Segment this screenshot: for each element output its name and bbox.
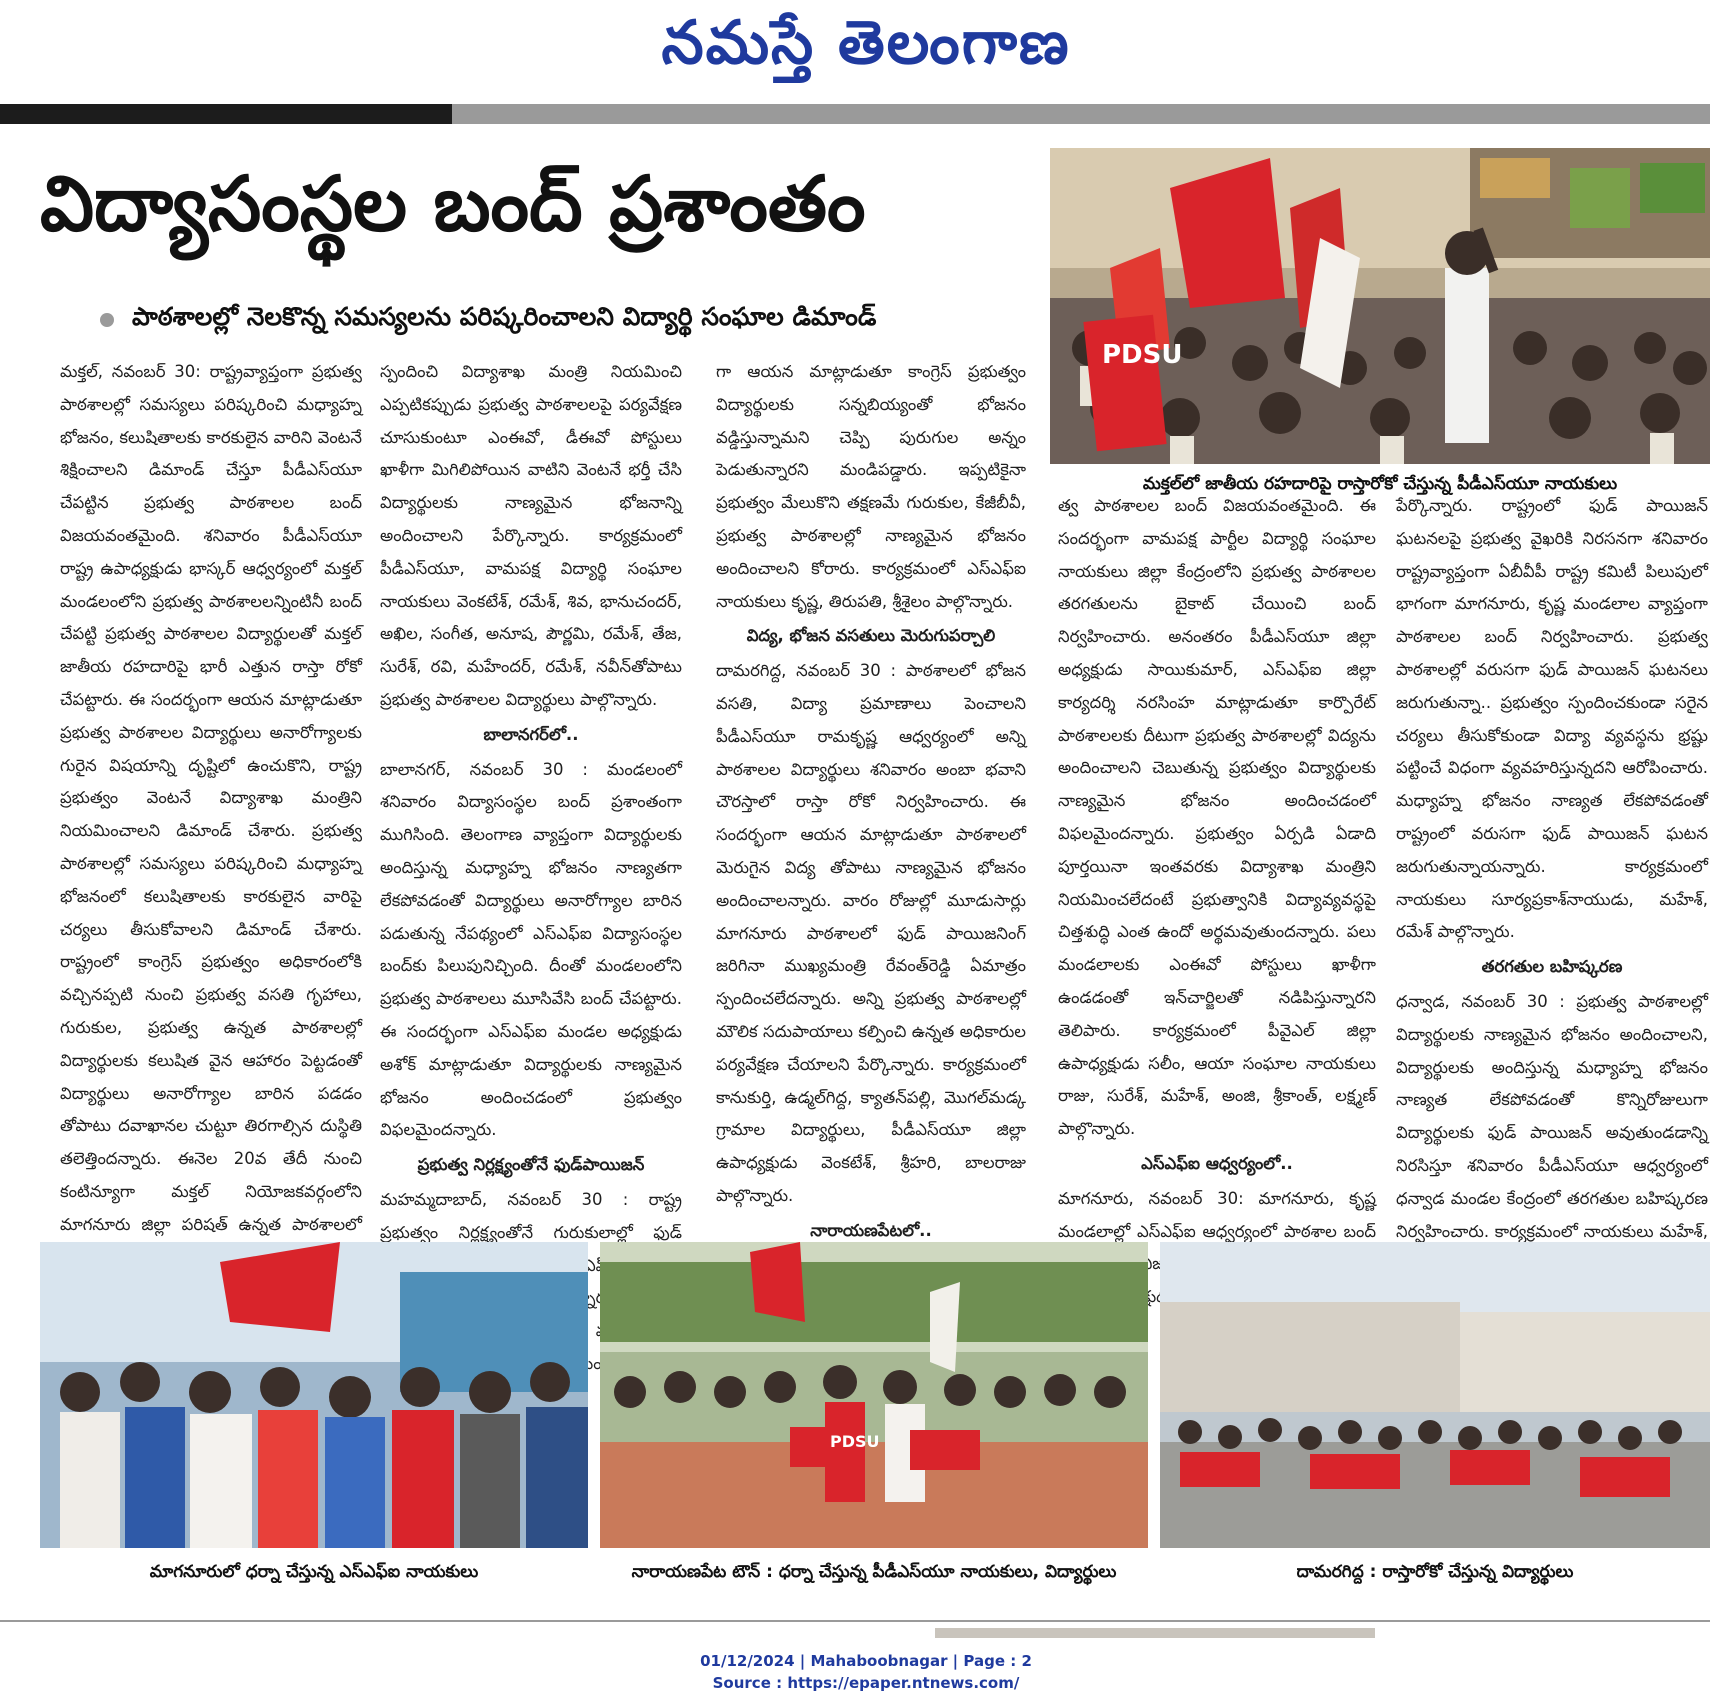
column-paragraph: మహమ్మదాబాద్, నవంబర్ 30 : రాష్ట్ర ప్రభుత్వం నిర్లక్ష్యంతోనే గురుకులాల్లో ఫుడ్ ఎస్ఎఫ్ఐ [380, 1189, 682, 1275]
footer-date-edition: 01/12/2024 | Mahaboobnagar | Page : 2 [700, 1652, 1032, 1670]
masthead-rule-accent [0, 104, 452, 124]
next-article-strip [0, 1620, 1710, 1642]
column-subheading: ప్రభుత్వ నిర్లక్ష్యంతోనే ఫుడ్‌పాయిజన్ [417, 1155, 645, 1175]
photo-caption-maktal: మక్తల్‌లో జాతీయ రహదారిపై రాస్తారోకో చేస్తున్న పీడీఎస్‌యూ నాయకులు [1142, 474, 1618, 494]
photo-banner-text: PDSU [1102, 340, 1183, 370]
bullet-icon [100, 313, 114, 327]
column-paragraph: మాగనూరు, నవంబర్ 30: మాగనూరు, కృష్ణ మండలాల్లో ఎస్ఎఫ్ఐ ఆధ్వర్యంలో పాఠశాల బంద్ [1058, 1188, 1376, 1241]
column-paragraph: పేర్కొన్నారు. రాష్ట్రంలో ఫుడ్ పాయిజన్ ఘటనలపై ప్రభుత్వ వైఖరికి నిరసనగా శనివారం రాష్ట్రవ్యాప్తంగా ఏబీవీపీ రాష్ట్ర కమిటీ పిలుపులో భాగంగా మాగనూరు, కృష్ణ మండలాల వ్యాప్తంగా పాఠశాలల బంద్ నిర్వహించారు. ప్రభుత్వ పాఠశాలల్లో వరుసగా ఫుడ్ పాయిజన్ ఘటనలు జరుగుతున్నా.. ప్రభుత్వం స్పందించకుండా సరైన చర్యలు తీసుకోకుండా విద్యా వ్యవస్థను భ్రష్టు పట్టించే విధంగా వ్యవహరిస్తున్నదని ఆరోపించారు. మధ్యాహ్న భోజనం నాణ్యత లేకపోవడంతో రాష్ట్రంలో వరుసగా ఫుడ్ పాయిజన్ ఘటన జరుగుతున్నాయన్నారు. కార్యక్రమంలో నాయకులు సూర్యప్రకాశ్‌నాయుడు, మహేశ్, రమేశ్ పాల్గొన్నారు. [1396, 496, 1708, 942]
article-subheadline [100, 302, 1040, 338]
column-paragraph: మక్తల్, నవంబర్ 30: రాష్ట్రవ్యాప్తంగా ప్రభుత్వ పాఠశాలల్లో సమస్యలు పరిష్కరించి మధ్యాహ్న భోజనం, కలుషితాలకు కారకులైన వారిని వెంటనే శిక్షించాలని డిమాండ్ చేస్తూ పీడీఎస్‌యూ చేపట్టిన ప్రభుత్వ పాఠశాలల బంద్ విజయవంతమైంది. శనివారం పీడీఎస్‌యూ రాష్ట్ర ఉపాధ్యక్షుడు భాస్కర్ ఆధ్వర్యంలో మక్తల్ మండలంలోని ప్రభుత్వ పాఠశాలలన్నింటినీ బంద్ చేపట్టి ప్రభుత్వ పాఠశాలల విద్యార్థులతో మక్తల్ జాతీయ రహదారిపై భారీ ఎత్తున రాస్తా రోకో చేపట్టారు. ఈ సందర్భంగా ఆయన మాట్లాడుతూ ప్రభుత్వ పాఠశాలల విద్యార్థులు అనారోగ్యాలకు గురైన విషయాన్ని దృష్టిలో ఉంచుకొని, రాష్ట్ర ప్రభుత్వం వెంటనే విద్యాశాఖ మంత్రిని నియమించాలని డిమాండ్ చేశారు. ప్రభుత్వ పాఠశాలల్లో సమస్యలు పరిష్కరించి మధ్యాహ్న భోజనంలో కలుషితాలకు కారకులైన వారిపై చర్యలు తీసుకోవాలని డిమాండ్ చేశారు. రాష్ట్రంలో కాంగ్రెస్ ప్రభుత్వం అధికారంలోకి వచ్చినప్పటి నుంచి ప్రభుత్వ వసతి గృహాలు, గురుకుల, ప్రభుత్వ ఉన్నత పాఠశాలల్లో విద్యార్థులకు కలుషిత వైన ఆహారం పెట్టడంతో విద్యార్థులు అనారోగ్యాల బారిన పడడం తోపాటు దవాఖానల చుట్టూ తిరగాల్సిన దుస్థితి తలెత్తిందన్నారు. ఈనెల 20వ తేదీ నుంచి కంటిన్యూగా మక్తల్ నియోజకవర్గంలోని మాగనూరు జిల్లా పరిషత్ ఉన్నత పాఠశాలలో [60, 362, 362, 1234]
protest-crowd-illustration [1050, 148, 1710, 464]
photo-banner-text: PDSU [830, 1432, 880, 1451]
narayanpet-protest-illustration [600, 1242, 1148, 1548]
column-subheading: నారాయణపేటలో.. [810, 1220, 932, 1240]
damaragidda-sit-in-illustration [1160, 1242, 1710, 1548]
column-subheading: బాలానగర్‌లో.. [483, 724, 579, 744]
column-paragraph: త్వ పాఠశాలల బంద్ విజయవంతమైంది. ఈ సందర్భంగా వామపక్ష పార్టీల విద్యార్థి సంఘాల నాయకులు జిల్లా కేంద్రంలోని ప్రభుత్వ పాఠశాలల తరగతులను బైకాట్ చేయించి బంద్ నిర్వహించారు. అనంతరం పీడీఎస్‌యూ జిల్లా అధ్యక్షుడు సాయికుమార్, ఎస్ఎఫ్ఐ జిల్లా కార్యదర్శి నరసింహ మాట్లాడుతూ కార్పొరేట్ పాఠశాలలకు దీటుగా ప్రభుత్వ పాఠశాలల్లో విద్యను అందించాలని చెబుతున్న ప్రభుత్వం విద్యార్థులకు నాణ్యమైన భోజనం అందించడంలో విఫలమైందన్నారు. ప్రభుత్వం ఏర్పడి ఏడాది పూర్తయినా ఇంతవరకు విద్యాశాఖ మంత్రిని నియమించలేదంటే ప్రభుత్వానికి విద్యావ్యవస్థపై చిత్తశుద్ధి ఎంత ఉందో అర్థమవుతుందన్నారు. పలు మండలాలకు ఎంఈవో పోస్టులు ఖాళీగా ఉండడంతో ఇన్‌చార్జిలతో నడిపిస్తున్నారని తెలిపారు. కార్యక్రమంలో పీవైఎల్ జిల్లా ఉపాధ్యక్షుడు సలీం, ఆయా సంఘాల నాయకులు రాజు, సురేశ్, మహేశ్, అంజి, శ్రీకాంత్, లక్ష్మణ్ పాల్గొన్నారు. [1058, 496, 1376, 1139]
photo-caption-damaragidda: దామరగిద్ద : రాస్తారోకో చేస్తున్న విద్యార్థులు [1296, 1562, 1574, 1582]
column-subheading: విద్య, భోజన వసతులు మెరుగుపర్చాలి [746, 626, 996, 646]
masthead [0, 0, 1732, 100]
column-paragraph: ధన్వాడ, నవంబర్ 30 : ప్రభుత్వ పాఠశాలల్లో విద్యార్థులకు నాణ్యమైన భోజనం అందించాలని, విద్యార్థులకు అందిస్తున్న మధ్యాహ్న భోజనం నాణ్యత లేకపోవడంతో కొన్నిరోజులుగా విద్యార్థులకు ఫుడ్ పాయిజన్ అవుతుండడాన్ని నిరసిస్తూ శనివారం పీడీఎస్‌యూ ఆధ్వర్యంలో ధన్వాడ మండల కేంద్రంలో తరగతుల బహిష్కరణ నిర్వహించారు. కార్యక్రమంలో నాయకులు మహేశ్, [1396, 991, 1708, 1241]
photo-damaragidda-rastaroko [1160, 1242, 1710, 1548]
article-column-4 [1058, 490, 1376, 1241]
article-column-2 [380, 356, 682, 1275]
column-subheading: తరగతుల బహిష్కరణ [1481, 957, 1623, 977]
article-column-5 [1396, 490, 1708, 1241]
subheadline-text: పాఠశాలల్లో నెలకొన్న సమస్యలను పరిష్కరించాలని విద్యార్థి సంఘాల డిమాండ్ [132, 302, 877, 331]
photo-maganoor-dharna [40, 1242, 588, 1548]
photo-narayanpet-dharna [600, 1242, 1148, 1548]
photo-caption-narayanpet: నారాయణపేట టౌన్ : ధర్నా చేస్తున్న పీడీఎస్‌యూ నాయకులు, విద్యార్థులు [631, 1562, 1117, 1582]
article-column-3 [716, 356, 1026, 1240]
photo-caption-maganoor: మాగనూరులో ధర్నా చేస్తున్న ఎస్ఎఫ్ఐ నాయకులు [149, 1562, 479, 1582]
page-footer [0, 1650, 1732, 1694]
masthead-title: నమస్తే తెలంగాణ [661, 8, 1071, 78]
column-paragraph: గా ఆయన మాట్లాడుతూ కాంగ్రెస్ ప్రభుత్వం విద్యార్థులకు సన్నబియ్యంతో భోజనం వడ్డిస్తున్నామని చెప్పి పురుగుల అన్నం పెడుతున్నారని మండిపడ్డారు. ఇప్పటికైనా ప్రభుత్వం మేలుకొని తక్షణమే గురుకుల, కేజీబీవీ, ప్రభుత్వ పాఠశాలల్లో నాణ్యమైన భోజనం అందించాలని కోరారు. కార్యక్రమంలో ఎస్ఎఫ్ఐ నాయకులు కృష్ణ, తిరుపతి, శ్రీశైలం పాల్గొన్నారు. [716, 362, 1026, 611]
column-paragraph: స్పందించి విద్యాశాఖ మంత్రి నియమించి ఎప్పటికప్పుడు ప్రభుత్వ పాఠశాలలపై పర్యవేక్షణ చూసుకుంటూ ఎంఈవో, డీఈవో పోస్టులు ఖాళీగా మిగిలిపోయిన వాటిని వెంటనే భర్తీ చేసి విద్యార్థులకు నాణ్యమైన భోజనాన్ని అందించాలని పేర్కొన్నారు. కార్యక్రమంలో పీడీఎస్‌యూ, వామపక్ష విద్యార్థి సంఘాల నాయకులు వెంకటేశ్, రమేశ్, శివ, భానుచందర్, అఖిల, సంగీత, అనూష, పౌర్ణమి, రమేశ్, తేజ, సురేశ్, రవి, మహేందర్, రమేశ్, నవీన్‌తోపాటు ప్రభుత్వ పాఠశాలల విద్యార్థులు పాల్గొన్నారు. [380, 362, 682, 709]
article-column-1 [60, 356, 362, 1234]
footer-source-link[interactable]: Source : https://epaper.ntnews.com/ [712, 1674, 1020, 1692]
photo-maktal-protest [1050, 148, 1710, 464]
column-paragraph: దామరగిద్ద, నవంబర్ 30 : పాఠశాలలో భోజన వసతి, విద్యా ప్రమాణాలు పెంచాలని పీడీఎస్‌యూ రామకృష్ణ ఆధ్వర్యంలో అన్ని పాఠశాలల విద్యార్థులు శనివారం అంబా భవాని చౌరస్తాలో రాస్తా రోకో నిర్వహించారు. ఈ సందర్భంగా ఆయన మాట్లాడుతూ పాఠశాలలో మెరుగైన విద్య తోపాటు నాణ్యమైన భోజనం అందించాలన్నారు. వారం రోజుల్లో మూడుసార్లు మాగనూరు పాఠశాలలో ఫుడ్ పాయిజనింగ్ జరిగినా ముఖ్యమంత్రి రేవంత్‌రెడ్డి ఏమాత్రం స్పందించలేదన్నారు. అన్ని ప్రభుత్వ పాఠశాలల్లో మౌలిక సదుపాయాలు కల్పించి ఉన్నత అధికారుల పర్యవేక్షణ చేయాలని పేర్కొన్నారు. కార్యక్రమంలో కానుకుర్తి, ఉడ్మల్‌గిద్ద, క్యాతన్‌పల్లి, మొగల్‌మడ్క గ్రామాల విద్యార్థులు, పీడీఎస్‌యూ జిల్లా ఉపాధ్యక్షుడు వెంకటేశ్, శ్రీహరి, బాలరాజు పాల్గొన్నారు. [716, 661, 1026, 1205]
column-paragraph: బాలానగర్, నవంబర్ 30 : మండలంలో శనివారం విద్యాసంస్థల బంద్ ప్రశాంతంగా ముగిసింది. తెలంగాణ వ్యాప్తంగా విద్యార్థులకు అందిస్తున్న మధ్యాహ్న భోజనం నాణ్యతగా లేకపోవడంతో విద్యార్థులు అనారోగ్యాల బారిన పడుతున్న నేపథ్యంలో ఎస్ఎఫ్ఐ విద్యాసంస్థల బంద్‌కు పిలుపునిచ్చింది. దీంతో మండలంలోని ప్రభుత్వ పాఠశాలలు మూసివేసి బంద్ చేపట్టారు. ఈ సందర్భంగా ఎస్ఎఫ్ఐ మండల అధ్యక్షుడు అశోక్ మాట్లాడుతూ విద్యార్థులకు నాణ్యమైన భోజనం అందించడంలో ప్రభుత్వం విఫలమైందన్నారు. [380, 759, 682, 1140]
students-protest-illustration [40, 1242, 588, 1548]
article-headline: విద్యాసంస్థల బంద్ ప్రశాంతం [40, 159, 866, 248]
column-subheading: ఎస్ఎఫ్ఐ ఆధ్వర్యంలో.. [1141, 1153, 1293, 1173]
